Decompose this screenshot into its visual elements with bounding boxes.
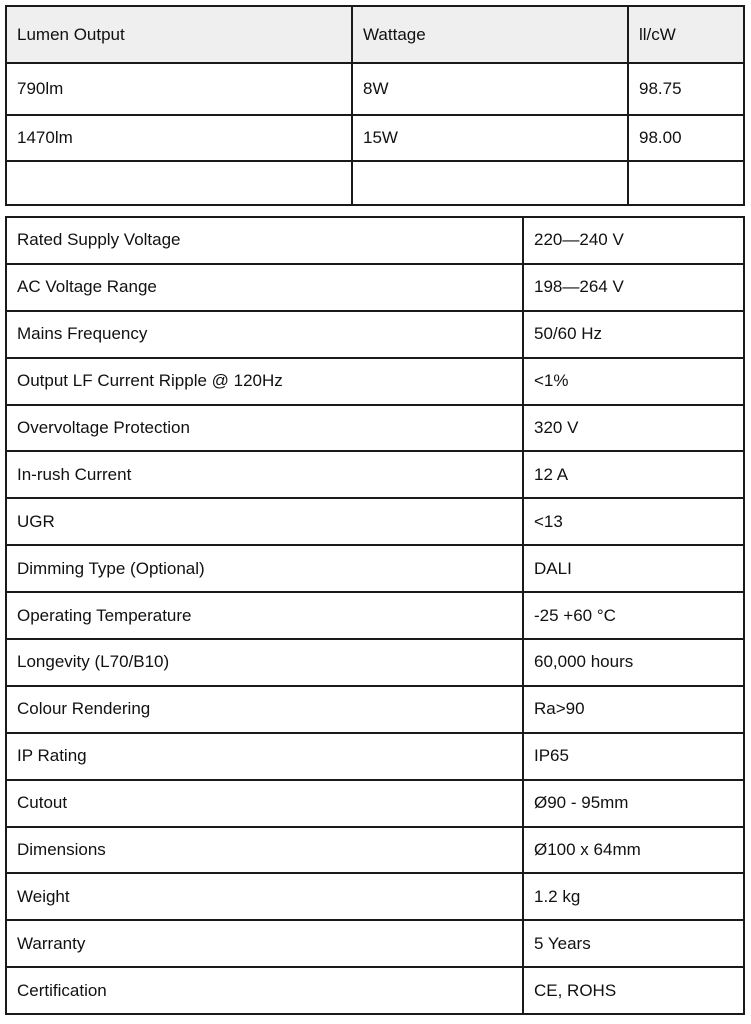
- spec-row-mains-frequency: [6, 311, 744, 358]
- specifications-table: [5, 216, 745, 1015]
- spec-label: Mains Frequency: [6, 311, 523, 358]
- spec-label: UGR: [6, 498, 523, 545]
- spec-row-dimming-type: [6, 545, 744, 592]
- spec-label: Warranty: [6, 920, 523, 967]
- spec-label: Rated Supply Voltage: [6, 217, 523, 264]
- spec-label: Weight: [6, 873, 523, 920]
- spec-value: <1%: [523, 358, 744, 405]
- spec-value: 50/60 Hz: [523, 311, 744, 358]
- spec-row-operating-temperature: [6, 592, 744, 639]
- spec-value: <13: [523, 498, 744, 545]
- spec-label: Dimensions: [6, 827, 523, 874]
- spec-label: Cutout: [6, 780, 523, 827]
- spec-value: Ø100 x 64mm: [523, 827, 744, 874]
- spec-label: Certification: [6, 967, 523, 1014]
- spec-value: 12 A: [523, 451, 744, 498]
- spec-label: AC Voltage Range: [6, 264, 523, 311]
- spec-value: CE, ROHS: [523, 967, 744, 1014]
- spec-value: DALI: [523, 545, 744, 592]
- spec-row-colour-rendering: [6, 686, 744, 733]
- spec-label: Operating Temperature: [6, 592, 523, 639]
- header-efficacy: ll/cW: [628, 6, 744, 63]
- spec-label: Colour Rendering: [6, 686, 523, 733]
- spec-value: -25 +60 °C: [523, 592, 744, 639]
- spec-value: 60,000 hours: [523, 639, 744, 686]
- wattage-cell: [352, 161, 628, 205]
- table-row: [6, 63, 744, 115]
- lumen-cell: 1470lm: [6, 115, 352, 161]
- lumen-output-table: [5, 5, 745, 206]
- spec-label: IP Rating: [6, 733, 523, 780]
- lumen-table-header-row: [6, 6, 744, 63]
- spec-row-ac-voltage-range: [6, 264, 744, 311]
- spec-label: Dimming Type (Optional): [6, 545, 523, 592]
- spec-row-rated-supply-voltage: [6, 217, 744, 264]
- spec-value: 5 Years: [523, 920, 744, 967]
- spec-row-longevity: [6, 639, 744, 686]
- spec-row-warranty: [6, 920, 744, 967]
- lumen-cell: 790lm: [6, 63, 352, 115]
- spec-label: Output LF Current Ripple @ 120Hz: [6, 358, 523, 405]
- spec-row-overvoltage-protection: [6, 405, 744, 452]
- spec-row-dimensions: [6, 827, 744, 874]
- spec-row-certification: [6, 967, 744, 1014]
- wattage-cell: 8W: [352, 63, 628, 115]
- spec-label: In-rush Current: [6, 451, 523, 498]
- header-wattage: Wattage: [352, 6, 628, 63]
- efficacy-cell: 98.75: [628, 63, 744, 115]
- spec-row-ip-rating: [6, 733, 744, 780]
- spec-value: Ø90 - 95mm: [523, 780, 744, 827]
- header-lumen-output: Lumen Output: [6, 6, 352, 63]
- spec-value: Ra>90: [523, 686, 744, 733]
- spec-value: 220—240 V: [523, 217, 744, 264]
- spec-label: Overvoltage Protection: [6, 405, 523, 452]
- spec-value: IP65: [523, 733, 744, 780]
- spec-row-ugr: [6, 498, 744, 545]
- spec-value: 198—264 V: [523, 264, 744, 311]
- spec-row-cutout: [6, 780, 744, 827]
- efficacy-cell: [628, 161, 744, 205]
- table-row-empty: [6, 161, 744, 205]
- table-row: [6, 115, 744, 161]
- spec-row-inrush-current: [6, 451, 744, 498]
- lumen-cell: [6, 161, 352, 205]
- wattage-cell: 15W: [352, 115, 628, 161]
- spec-row-current-ripple: [6, 358, 744, 405]
- efficacy-cell: 98.00: [628, 115, 744, 161]
- spec-value: 1.2 kg: [523, 873, 744, 920]
- spec-row-weight: [6, 873, 744, 920]
- spec-label: Longevity (L70/B10): [6, 639, 523, 686]
- spec-value: 320 V: [523, 405, 744, 452]
